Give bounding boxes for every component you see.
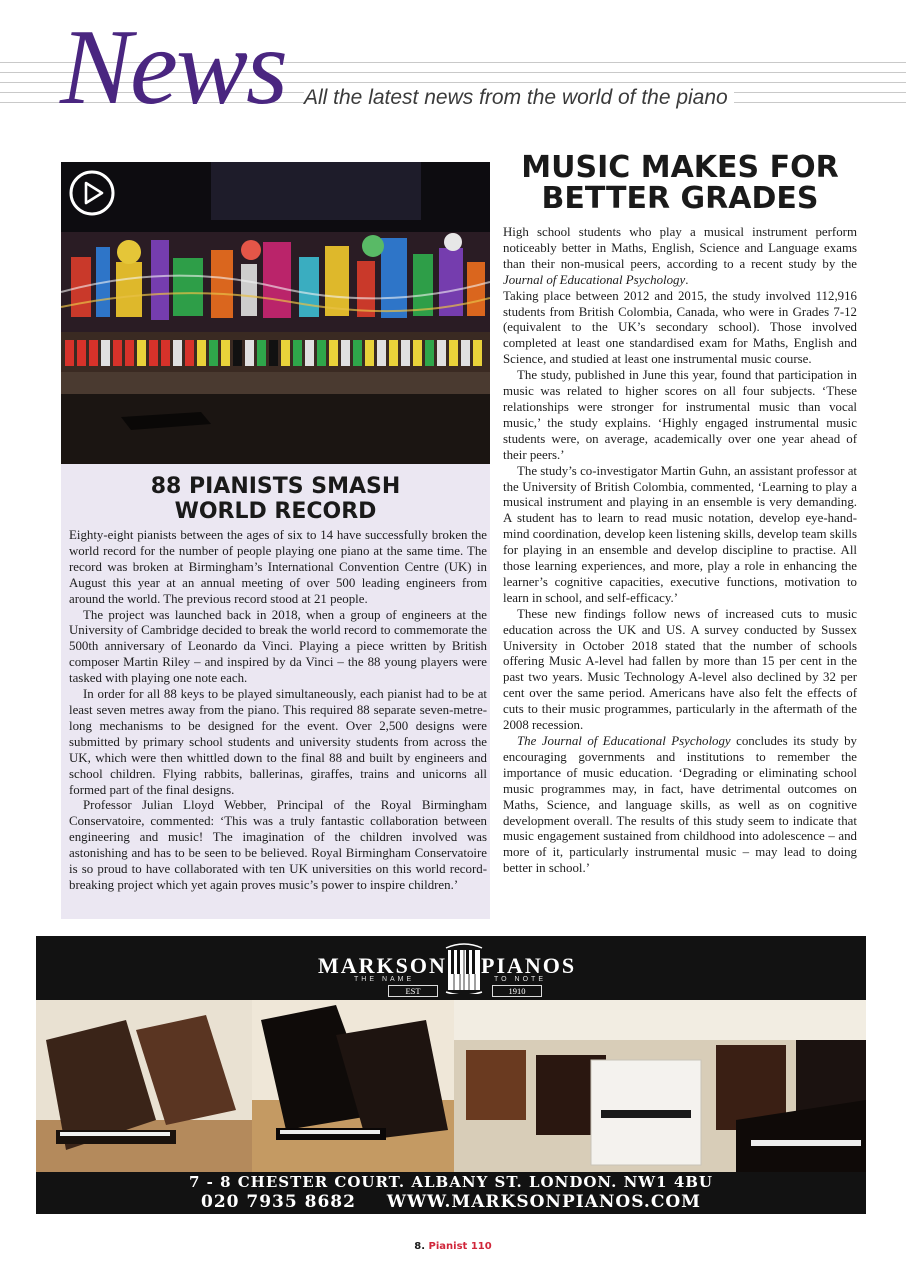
section-title: News: [60, 8, 287, 127]
magazine-issue: Pianist 110: [428, 1241, 492, 1252]
right-article-title: MUSIC MAKES FOR BETTER GRADES: [521, 150, 839, 216]
left-article-panel: [61, 162, 490, 919]
right-article-paragraph: The Journal of Educational Psychology concludes its study by encouraging governments and institutions to remember the importance of music education. ‘Degrading or eliminating school music programmes may, in fact, have detrimental outcomes on Maths, Science, and language skills, as well as on cognitive development overall. The results of this study seem to indicate that music engagement sustained from childhood into adolescence – and more of it, particularly instrumental music – may lead to doing better in school.’: [503, 734, 857, 876]
advert-address: 7 - 8 CHESTER COURT. ALBANY ST. LONDON. NW1 4BU: [188, 1173, 714, 1191]
advert-phone[interactable]: 020 7935 8682: [201, 1192, 356, 1212]
markson-pianos-advert[interactable]: [36, 936, 866, 1214]
left-article-paragraph: Professor Julian Lloyd Webber, Principal of the Royal Birmingham Conservatoire, commented: ‘This was a truly fantastic collaboration between engineering and music! The imagination of the children involved was astonishing and has to be seen to be believed. Royal Birmingham Conservatoire is so proud to have collaborated with ten UK universities on this world record-breaking project which yet again proves music’s power to inspire children.’: [69, 798, 487, 892]
play-video-icon[interactable]: [69, 170, 115, 216]
section-tagline: All the latest news from the world of the piano: [304, 86, 734, 110]
advert-contact: [36, 1192, 866, 1212]
page-number: 8.: [414, 1241, 426, 1252]
left-article-body: [69, 528, 487, 894]
left-article-paragraph: The project was launched back in 2018, when a group of engineers at the University of Cambridge decided to break the world record to commemorate the 500th anniversary of Leonardo da Vinci. Playing a piece written by British composer Martin Riley – and inspired by da Vinci – the 88 young players were tasked with playing one note each.: [69, 607, 487, 686]
right-article-paragraph: The study, published in June this year, found that participation in music was related to higher scores on all four subjects. ‘These relationships were stronger for instrumental music than vocal music,’ the study explains. ‘Highly engaged instrumental music students were, on average, academically over one year ahead of their peers.’: [503, 368, 857, 462]
left-article-paragraph: In order for all 88 keys to be played simultaneously, each pianist had to be at least seven metres away from the piano. This required 88 separate seven-metre-long mechanisms to be designed for the event. Over 2,500 designs were submitted by primary school students and university students from across the UK, which were then whittled down to the final 88 and built by engineers and school children. Flying rabbits, ballerinas, giraffes, trains and unicorns all formed part of the final designs.: [69, 687, 487, 797]
markson-logo: MARKSON PIANOS THE NAME TO NOTE EST 1910: [36, 936, 866, 1000]
pianists-stage-photo: [61, 162, 490, 464]
left-article-title: 88 PIANISTS SMASH WORLD RECORD: [150, 474, 401, 524]
page-footer: [0, 1241, 906, 1252]
right-article-paragraph: These new findings follow news of increased cuts to music education across the UK and US. A survey conducted by Sussex University in October 2018 stated that the number of schools offering Music A-level had fallen by more than 15 per cent in the past two years. Music Technology A-level also declined by 32 per cent over the same period. Americans have also felt the effects of cuts to their music programmes, particularly in the aftermath of the 2008 recession.: [503, 606, 857, 733]
advert-website-link[interactable]: WWW.MARKSONPIANOS.COM: [386, 1192, 701, 1212]
right-article-paragraph: The study’s co-investigator Martin Guhn, an assistant professor at the University of British Colombia, commented, ‘Learning to play a musical instrument and playing in an ensemble is very demanding. A student has to learn to read music notation, develop eye-hand-mind coordination, develop keen listening skills, develop team skills for playing in an ensemble and develop discipline to practise. All those learning experiences, and more, play a role in enhancing the learner’s cognitive capacities, executive functions, motivation to learn in school, and self-efficacy.’: [503, 463, 857, 605]
piano-keys-icon: [444, 942, 484, 994]
piano-showroom-photos: [36, 1000, 866, 1172]
right-article-paragraph: Taking place between 2012 and 2015, the study involved 112,916 students from British Colombia, Canada, who were in Grades 7-12 (equivalent to the UK’s secondary school). Those involved completed at least one standardised exam for Maths, English and Science, and studied at least one instrumental music course.: [503, 288, 857, 367]
left-article-paragraph: Eighty-eight pianists between the ages of six to 14 have successfully broken the world record for the number of people playing one piano at the same time. The record was broken at Birmingham’s International Convention Centre (UK) in August this year at an annual meeting of over 500 leading engineers from around the world. The previous record stood at 21 people.: [69, 528, 487, 606]
right-article-body: [503, 225, 857, 877]
right-article-paragraph: High school students who play a musical instrument perform noticeably better in Maths, English, Science and Language exams than their non-musical peers, according to a recent study by the Journal of Educational Psychology.: [503, 225, 857, 287]
